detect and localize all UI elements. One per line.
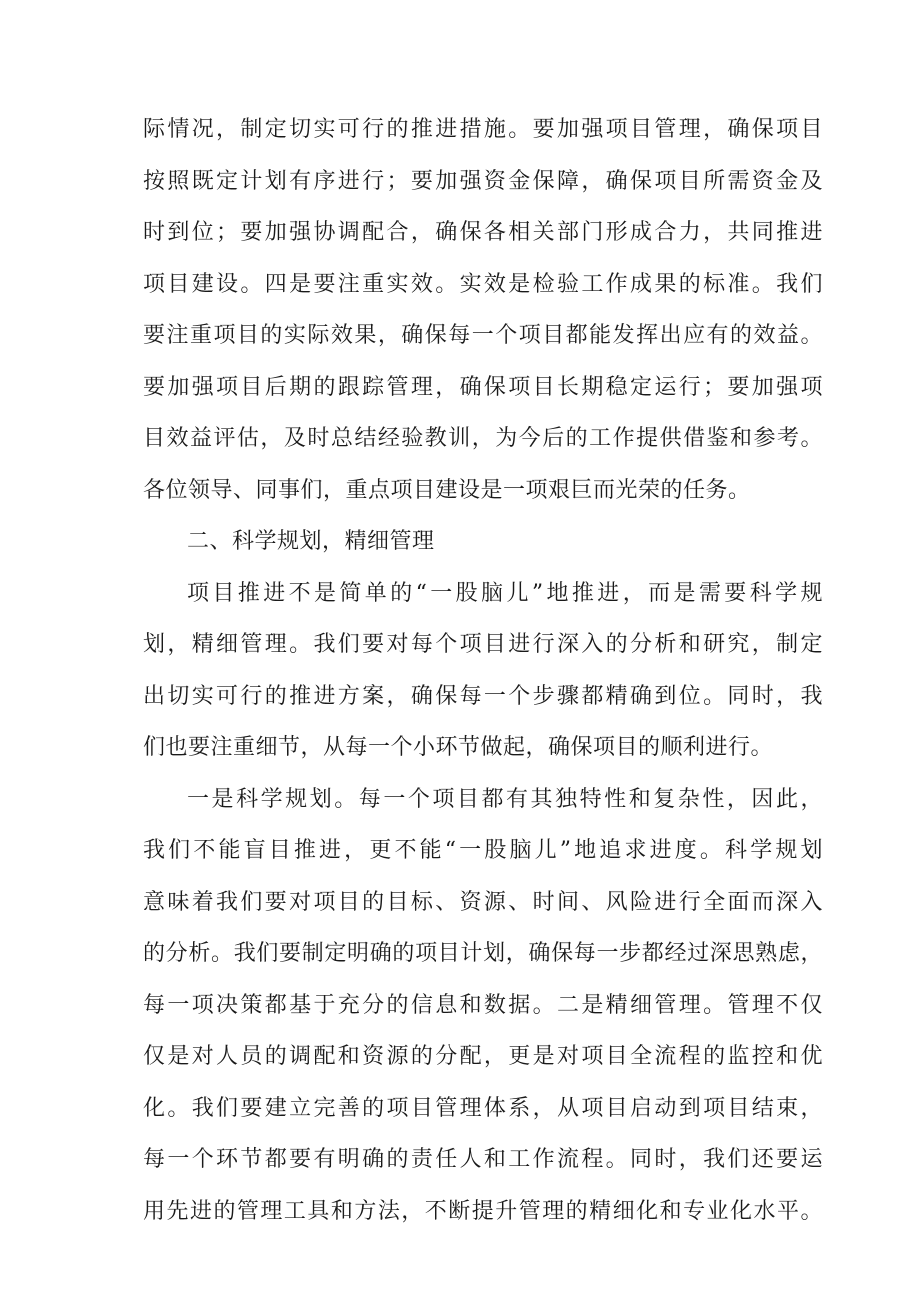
paragraph-3-line: 每一项决策都基于充分的信息和数据。二是精细管理。管理不仅 <box>143 992 823 1018</box>
paragraph-3-line: 仅是对人员的调配和资源的分配，更是对项目全流程的监控和优 <box>143 1044 823 1069</box>
paragraph-2-line: 项目推进不是简单的“一股脑儿”地推进，而是需要科学规 <box>187 580 823 606</box>
section-heading: 二、科学规划，精细管理 <box>187 529 435 554</box>
paragraph-2-line: 出切实可行的推进方案，确保每一个步骤都精确到位。同时，我 <box>143 683 823 709</box>
paragraph-1-line: 按照既定计划有序进行；要加强资金保障，确保项目所需资金及 <box>143 168 823 194</box>
paragraph-1-line: 要加强项目后期的跟踪管理，确保项目长期稳定运行；要加强项 <box>143 374 823 400</box>
paragraph-3-line: 用先进的管理工具和方法，不断提升管理的精细化和专业化水平。 <box>143 1198 823 1224</box>
paragraph-3-line: 每一个环节都要有明确的责任人和工作流程。同时，我们还要运 <box>143 1147 823 1172</box>
paragraph-2-line: 们也要注重细节，从每一个小环节做起，确保项目的顺利进行。 <box>143 735 774 760</box>
paragraph-3-line: 意味着我们要对项目的目标、资源、时间、风险进行全面而深入 <box>143 889 823 915</box>
paragraph-3-line: 我们不能盲目推进，更不能“一股脑儿”地追求进度。科学规划 <box>143 838 823 863</box>
paragraph-3-line: 一是科学规划。每一个项目都有其独特性和复杂性，因此， <box>187 786 823 812</box>
paragraph-1-line: 要注重项目的实际效果，确保每一个项目都能发挥出应有的效益。 <box>143 323 823 348</box>
body-text <box>143 104 823 1237</box>
paragraph-3-line: 的分析。我们要制定明确的项目计划，确保每一步都经过深思熟虑， <box>143 941 823 966</box>
paragraph-2-line: 划，精细管理。我们要对每个项目进行深入的分析和研究，制定 <box>143 632 823 657</box>
paragraph-1-line: 项目建设。四是要注重实效。实效是检验工作成果的标准。我们 <box>143 271 823 297</box>
paragraph-1-line: 各位领导、同事们，重点项目建设是一项艰巨而光荣的任务。 <box>143 477 751 503</box>
paragraph-1-line: 时到位；要加强协调配合，确保各相关部门形成合力，共同推进 <box>143 220 823 245</box>
paragraph-3-line: 化。我们要建立完善的项目管理体系，从项目启动到项目结束， <box>143 1095 823 1121</box>
paragraph-1-line: 目效益评估，及时总结经验教训，为今后的工作提供借鉴和参考。 <box>143 426 823 451</box>
paragraph-1-line: 际情况，制定切实可行的推进措施。要加强项目管理，确保项目 <box>143 117 823 142</box>
